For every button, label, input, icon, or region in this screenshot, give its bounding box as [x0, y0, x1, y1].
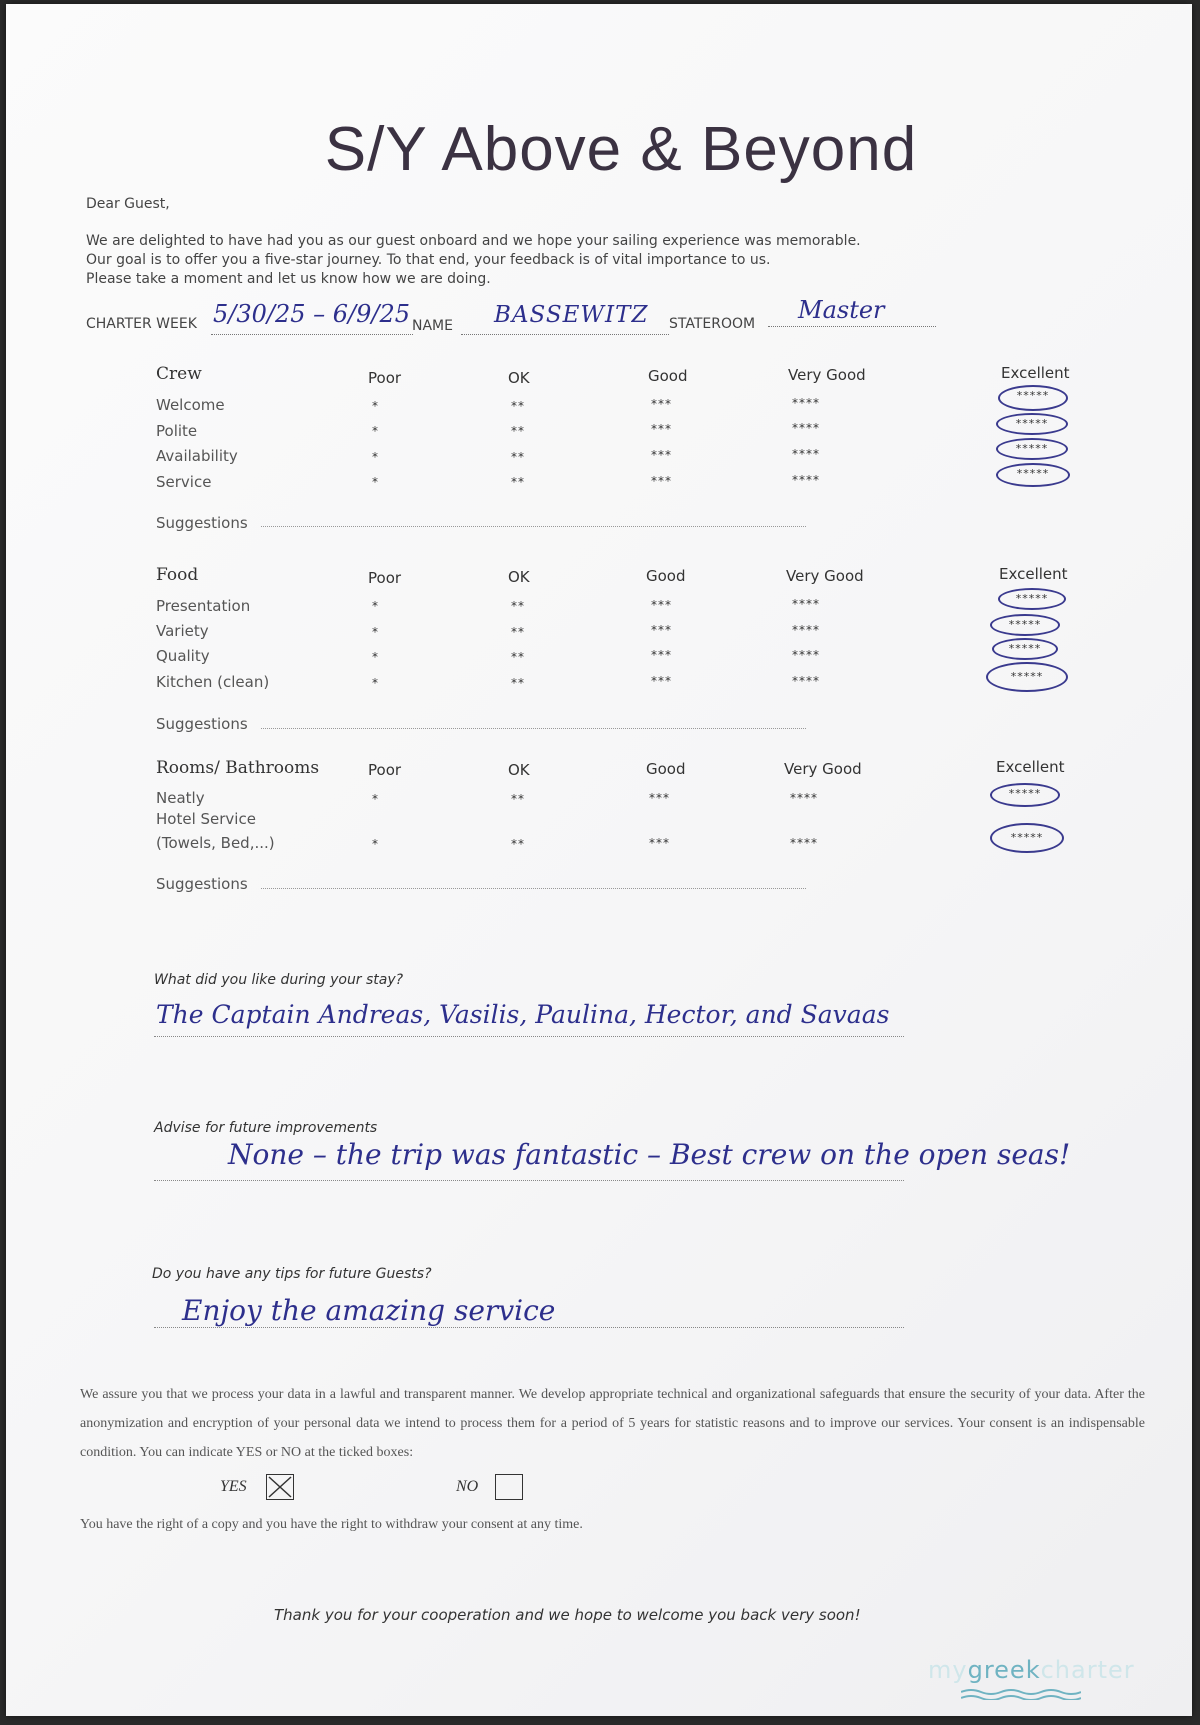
rating-good[interactable]: *** — [651, 598, 672, 612]
rating-ok[interactable]: ** — [511, 792, 525, 806]
name-value[interactable]: BASSEWITZ — [494, 302, 649, 328]
suggestions-field-food[interactable] — [261, 728, 806, 729]
rating-good[interactable]: *** — [651, 674, 672, 688]
suggestions-field-rooms[interactable] — [261, 888, 806, 889]
answer-improvements[interactable]: None – the trip was fantastic – Best crew on the open seas! — [228, 1138, 1071, 1171]
rating-ok[interactable]: ** — [511, 599, 525, 613]
watermark-part: greek — [967, 1656, 1041, 1684]
row-label-quality: Quality — [156, 647, 210, 665]
rating-excellent-circled[interactable]: ***** — [996, 438, 1068, 460]
rating-good[interactable]: *** — [649, 791, 670, 805]
wave-icon — [961, 1688, 1081, 1700]
watermark — [928, 1656, 1135, 1684]
rating-good[interactable]: *** — [651, 448, 672, 462]
consent-yes-label: YES — [220, 1478, 247, 1495]
col-good: Good — [646, 567, 686, 585]
answer-line — [154, 1327, 904, 1328]
rating-good[interactable]: *** — [651, 474, 672, 488]
row-label-presentation: Presentation — [156, 597, 251, 615]
intro-line: Our goal is to offer you a five-star journey. To that end, your feedback is of vital importance to us. — [86, 252, 771, 268]
col-poor: Poor — [368, 761, 402, 779]
row-label-hotel-service-detail: (Towels, Bed,...) — [156, 834, 275, 852]
rating-good[interactable]: *** — [651, 422, 672, 436]
data-protection-notice: We assure you that we process your data in a lawful and transparent manner. We develop appropriate technical and organizational safeguards that ensure the security of your data. After the anonymization and encryption of your personal data we intend to process them for a period of 5 years for statistic reasons and to improve our services. Your consent is an indispensable condition. You can indicate YES or NO at the ticked boxes: — [80, 1387, 1145, 1460]
answer-tips[interactable]: Enjoy the amazing service — [182, 1294, 556, 1327]
suggestions-label-crew: Suggestions — [156, 514, 248, 532]
row-label-service: Service — [156, 473, 212, 491]
suggestions-label-food: Suggestions — [156, 715, 248, 733]
rating-very-good[interactable]: **** — [792, 447, 820, 461]
intro-line: Please take a moment and let us know how we are doing. — [86, 271, 491, 287]
name-line — [461, 334, 669, 335]
suggestions-field-crew[interactable] — [261, 526, 806, 527]
row-label-polite: Polite — [156, 422, 198, 440]
rating-ok[interactable]: ** — [511, 625, 525, 639]
question-improvements: Advise for future improvements — [154, 1120, 378, 1136]
name-label: NAME — [412, 318, 453, 334]
row-label-availability: Availability — [156, 447, 238, 465]
rating-poor[interactable]: * — [372, 424, 379, 438]
rating-poor[interactable]: * — [372, 475, 379, 489]
col-ok: OK — [508, 568, 530, 586]
yacht-title: S/Y Above & Beyond — [324, 115, 918, 184]
rating-good[interactable]: *** — [651, 623, 672, 637]
rating-ok[interactable]: ** — [511, 837, 525, 851]
rating-excellent-circled[interactable]: ***** — [986, 662, 1068, 692]
rating-very-good[interactable]: **** — [792, 396, 820, 410]
rating-good[interactable]: *** — [651, 397, 672, 411]
rating-excellent-circled[interactable]: ***** — [990, 823, 1064, 853]
charter-week-line — [211, 334, 413, 335]
col-good: Good — [648, 367, 688, 385]
rating-ok[interactable]: ** — [511, 424, 525, 438]
intro-text — [86, 232, 986, 289]
rating-poor[interactable]: * — [372, 837, 379, 851]
question-tips: Do you have any tips for future Guests? — [152, 1266, 432, 1282]
rating-excellent-circled[interactable]: ***** — [990, 783, 1060, 807]
feedback-form-sheet — [6, 4, 1192, 1716]
rating-good[interactable]: *** — [649, 836, 670, 850]
col-poor: Poor — [368, 569, 402, 587]
rating-good[interactable]: *** — [651, 648, 672, 662]
charter-week-label: CHARTER WEEK — [86, 316, 197, 332]
watermark-part: charter — [1040, 1656, 1135, 1684]
col-ok: OK — [508, 369, 530, 387]
col-excellent: Excellent — [996, 758, 1065, 776]
answer-line — [154, 1180, 904, 1181]
col-ok: OK — [508, 761, 530, 779]
rating-excellent-circled[interactable]: ***** — [996, 413, 1068, 435]
thank-you-note: Thank you for your cooperation and we hope to welcome you back very soon! — [274, 1606, 861, 1624]
rating-very-good[interactable]: **** — [792, 623, 820, 637]
rating-ok[interactable]: ** — [511, 650, 525, 664]
col-very-good: Very Good — [786, 567, 864, 585]
section-heading-rooms: Rooms/ Bathrooms — [156, 758, 320, 778]
rating-ok[interactable]: ** — [511, 475, 525, 489]
rating-excellent-circled[interactable]: ***** — [998, 385, 1068, 411]
check-x-icon — [267, 1475, 293, 1499]
row-label-variety: Variety — [156, 622, 209, 640]
rating-ok[interactable]: ** — [511, 399, 525, 413]
consent-no-label: NO — [456, 1478, 479, 1495]
greeting: Dear Guest, — [86, 196, 170, 212]
row-label-kitchen: Kitchen (clean) — [156, 673, 270, 691]
stateroom-line — [768, 326, 936, 327]
rating-very-good[interactable]: **** — [792, 421, 820, 435]
answer-line — [154, 1036, 904, 1037]
col-excellent: Excellent — [1001, 364, 1070, 382]
rating-excellent-circled[interactable]: ***** — [996, 463, 1070, 487]
rating-very-good[interactable]: **** — [792, 648, 820, 662]
rating-excellent-circled[interactable]: ***** — [998, 588, 1066, 610]
rating-very-good[interactable]: **** — [790, 836, 818, 850]
rating-poor[interactable]: * — [372, 599, 379, 613]
rights-notice: You have the right of a copy and you have the right to withdraw your consent at any time. — [80, 1517, 583, 1532]
intro-line: We are delighted to have had you as our guest onboard and we hope your sailing experience was memorable. — [86, 233, 861, 249]
answer-liked[interactable]: The Captain Andreas, Vasilis, Paulina, Hector, and Savaas — [156, 1000, 890, 1029]
question-liked: What did you like during your stay? — [154, 972, 404, 988]
consent-yes-checkbox[interactable] — [266, 1474, 294, 1500]
col-excellent: Excellent — [999, 565, 1068, 583]
rating-very-good[interactable]: **** — [792, 674, 820, 688]
rating-poor[interactable]: * — [372, 792, 379, 806]
section-heading-crew: Crew — [156, 364, 202, 384]
consent-no-checkbox[interactable] — [495, 1474, 523, 1500]
rating-very-good[interactable]: **** — [790, 791, 818, 805]
stateroom-label: STATEROOM — [669, 316, 756, 332]
rating-excellent-circled[interactable]: ***** — [990, 614, 1060, 636]
section-heading-food: Food — [156, 565, 199, 585]
col-good: Good — [646, 760, 686, 778]
rating-very-good[interactable]: **** — [792, 473, 820, 487]
watermark-part: my — [928, 1656, 968, 1684]
stateroom-value[interactable]: Master — [798, 296, 885, 324]
row-label-hotel-service: Hotel Service — [156, 810, 256, 828]
col-poor: Poor — [368, 369, 402, 387]
rating-poor[interactable]: * — [372, 625, 379, 639]
suggestions-label-rooms: Suggestions — [156, 875, 248, 893]
rating-poor[interactable]: * — [372, 650, 379, 664]
rating-poor[interactable]: * — [372, 676, 379, 690]
rating-excellent-circled[interactable]: ***** — [992, 638, 1058, 660]
charter-week-value[interactable]: 5/30/25 – 6/9/25 — [213, 300, 411, 328]
rating-ok[interactable]: ** — [511, 676, 525, 690]
rating-very-good[interactable]: **** — [792, 597, 820, 611]
col-very-good: Very Good — [788, 366, 866, 384]
rating-ok[interactable]: ** — [511, 450, 525, 464]
rating-poor[interactable]: * — [372, 399, 379, 413]
row-label-welcome: Welcome — [156, 396, 225, 414]
rating-poor[interactable]: * — [372, 450, 379, 464]
row-label-neatly: Neatly — [156, 789, 205, 807]
col-very-good: Very Good — [784, 760, 862, 778]
